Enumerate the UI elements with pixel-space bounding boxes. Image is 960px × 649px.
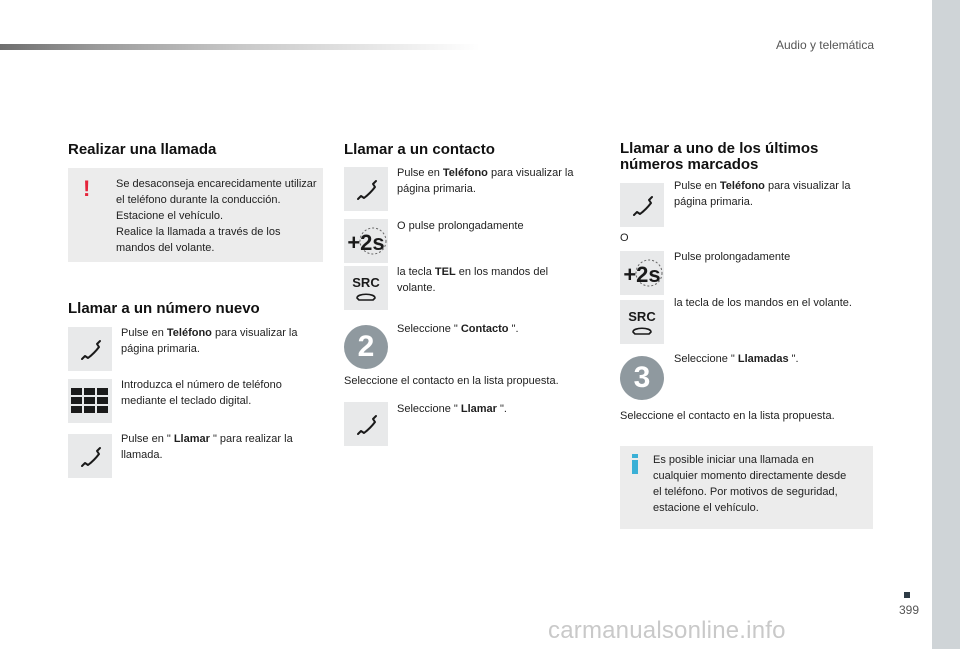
c1-step3-text: Pulse en " Llamar " para realizar la llamada. [121,433,293,461]
watermark: carmanualsonline.info [548,617,786,644]
side-strip [932,0,960,649]
svg-text:+2s: +2s [623,262,661,287]
heading-realizar-llamada: Realizar una llamada [68,141,217,158]
info-box [620,446,873,529]
phone-icon [620,183,664,227]
c2-step2-text: O pulse prolongadamente [397,220,524,232]
c2-step5-text: Seleccione " Llamar ". [397,403,507,415]
info-text: Es posible iniciar una llamada en cualquier momento directamente desde el teléfono. Por motivos de seguridad, estacione el vehículo. [653,454,847,514]
c1-step1-text: Pulse en Teléfono para visualizar la página primaria. [121,327,298,355]
or-label: O [620,232,629,244]
c2-step4-text: Seleccione " Contacto ". [397,323,519,335]
phone-icon [68,327,112,371]
page-number: 399 [899,603,920,617]
c3-step1-text: Pulse en Teléfono para visualizar la página primaria. [674,180,851,208]
page-marker [904,592,910,598]
section-title: Audio y telemática [775,38,874,52]
warning-text: Se desaconseja encarecidamente utilizar el teléfono durante la conducción. Estacione el vehículo. Realice la llamada a través de los mandos del volante. [116,178,317,254]
warning-box [68,168,323,262]
warning-icon: ! [83,176,91,201]
svg-text:+2s: +2s [347,230,385,255]
c1-step2-text: Introduzca el número de teléfono mediante el teclado digital. [121,379,282,407]
c3-step2-text: Pulse prolongadamente [674,251,791,263]
step-number-3: 3 [620,356,664,400]
long-press-icon [344,219,388,263]
heading-llamar-contacto: Llamar a un contacto [344,141,495,158]
long-press-icon [620,251,664,295]
svg-text:SRC: SRC [628,309,656,324]
header-rule [0,44,480,50]
info-icon [632,454,638,474]
c3-step4-text: Seleccione " Llamadas ". [674,353,799,365]
keypad-icon [68,379,112,423]
c2-step3-text: la tecla TEL en los mandos del volante. [397,266,549,294]
phone-icon [344,402,388,446]
src-key-icon [344,266,388,310]
phone-icon [68,434,112,478]
step-number-2: 2 [344,325,388,369]
heading-ultimos-marcados: Llamar a uno de los últimos números marcados [620,140,819,173]
c3-step3-text: la tecla de los mandos en el volante. [674,297,852,309]
c2-plain-text: Seleccione el contacto en la lista propuesta. [344,375,559,387]
phone-icon [344,167,388,211]
c2-step1-text: Pulse en Teléfono para visualizar la página primaria. [397,167,574,195]
src-key-icon [620,300,664,344]
svg-text:SRC: SRC [352,275,380,290]
c3-plain-text: Seleccione el contacto en la lista propuesta. [620,410,835,422]
heading-numero-nuevo: Llamar a un número nuevo [68,300,260,317]
